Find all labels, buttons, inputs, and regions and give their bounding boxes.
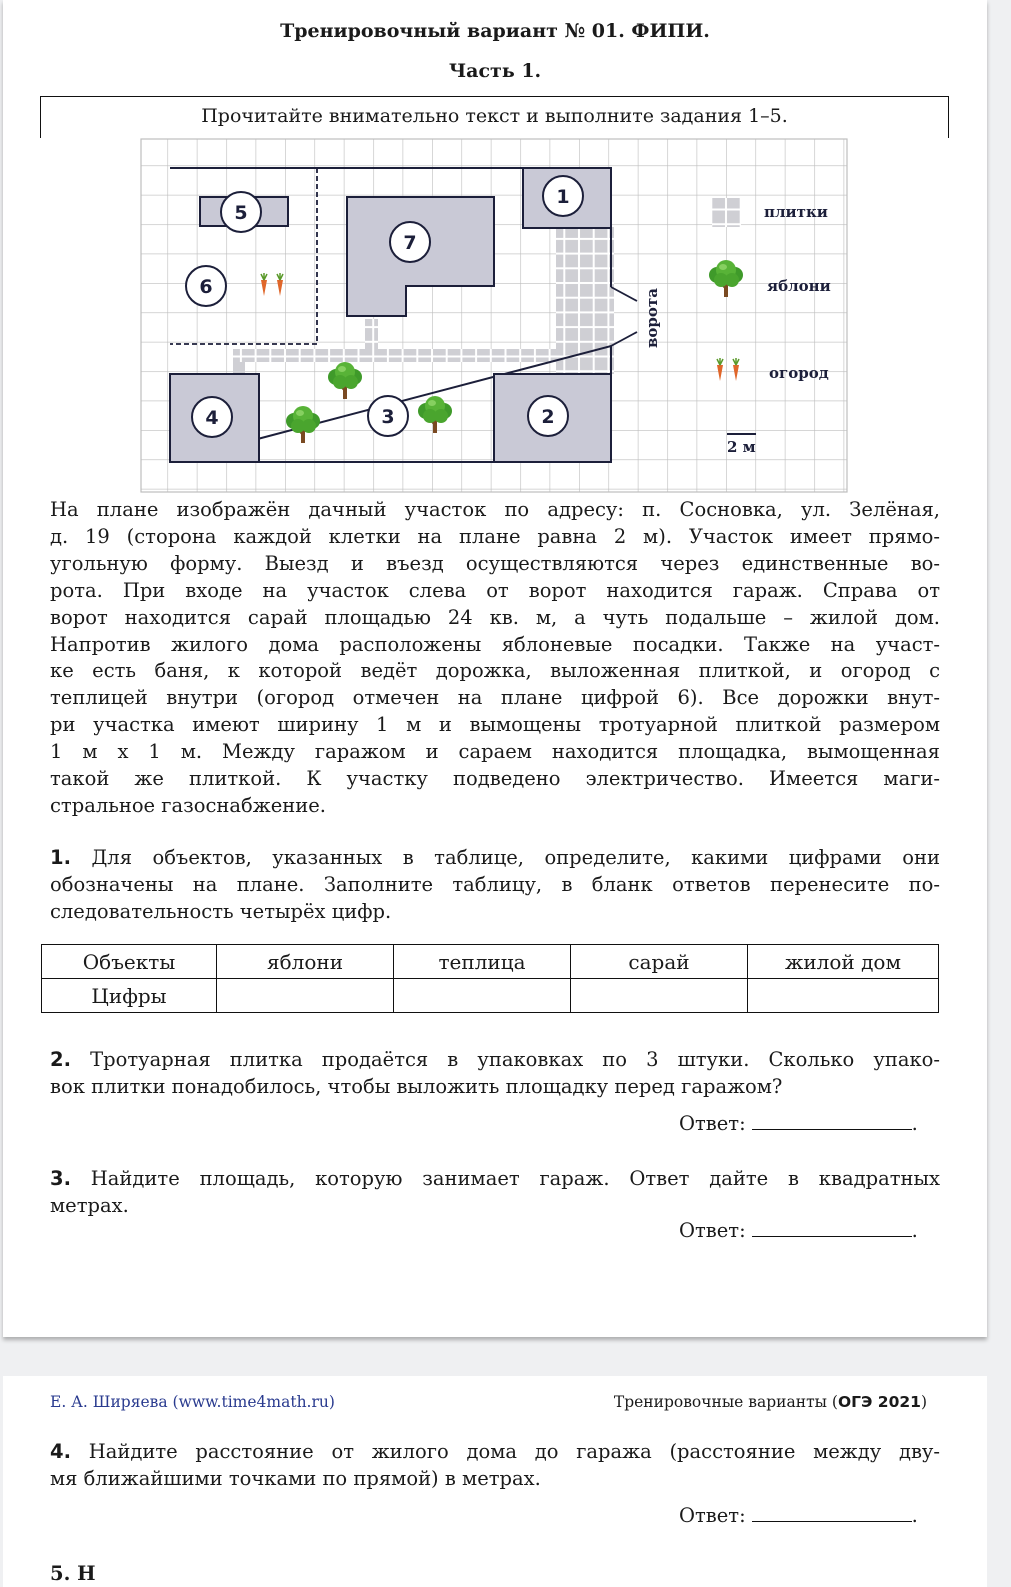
question-2 (50, 1047, 940, 1101)
legend-garden-label: огород (769, 364, 829, 382)
question-4 (50, 1439, 940, 1493)
text-line: теплицей внутри (огород отмечен на плане цифрой 6). Все дорожки внут- (50, 686, 940, 710)
instruction-box (40, 96, 949, 138)
instruction-text: Прочитайте внимательно текст и выполните задания 1–5. (201, 105, 788, 127)
question-text: следовательность четырёх цифр. (50, 899, 392, 923)
table-header-label: Объекты (42, 945, 217, 979)
answer-input[interactable] (752, 1504, 912, 1522)
table-row-label: Цифры (42, 979, 217, 1013)
answer-3: Ответ: . (679, 1219, 918, 1242)
table-column-apple-trees: яблони (217, 945, 394, 979)
question-3 (50, 1166, 940, 1220)
description-text (50, 497, 940, 820)
text-line: ке есть баня, к которой ведёт дорожка, выложенная плиткой, и огород с (50, 659, 940, 683)
site-plan (138, 136, 850, 494)
answer-input[interactable] (752, 1219, 912, 1237)
series-title: Тренировочные варианты (ОГЭ 2021) (613, 1393, 927, 1411)
plan-label-3: 3 (381, 406, 395, 428)
series-exam: ОГЭ 2021 (837, 1393, 921, 1411)
variant-title: Тренировочный вариант № 01. ФИПИ. (280, 20, 710, 42)
plan-label-6: 6 (199, 276, 213, 298)
table-header-row (42, 945, 939, 979)
answer-cell-greenhouse[interactable] (394, 979, 571, 1013)
question-text: Для объектов, указанных в таблице, определите, какими цифрами они (91, 846, 940, 869)
text-line: угольную форму. Выезд и въезд осуществляются через единственные во- (50, 551, 940, 575)
answer-cell-shed[interactable] (571, 979, 748, 1013)
table-column-house: жилой дом (748, 945, 939, 979)
answer-cell-house[interactable] (748, 979, 939, 1013)
text-line: стральное газоснабжение. (50, 793, 327, 817)
text-line: На плане изображён дачный участок по адресу: п. Сосновка, ул. Зелёная, (50, 498, 940, 521)
answer-cell-apple-trees[interactable] (217, 979, 394, 1013)
table-column-greenhouse: теплица (394, 945, 571, 979)
gate-label: ворота (643, 288, 661, 348)
question-text: обозначены на плане. Заполните таблицу, в бланк ответов перенесите по- (50, 872, 940, 896)
question-number: 3. (50, 1167, 71, 1190)
legend-tiles-icon (712, 198, 741, 227)
legend-apple-trees-label: яблони (767, 277, 831, 295)
plan-label-7: 7 (403, 232, 417, 254)
path-to-bath-stub (233, 362, 245, 374)
question-number: 1. (50, 846, 71, 869)
answer-label: Ответ: (679, 1112, 746, 1135)
plan-label-2: 2 (541, 406, 555, 428)
text-line: д. 19 (сторона каждой клетки на плане равна 2 м). Участок имеет прямо- (50, 524, 940, 548)
answer-2: Ответ: . (679, 1112, 918, 1135)
answer-input[interactable] (752, 1112, 912, 1130)
table-column-shed: сарай (571, 945, 748, 979)
answer-4: Ответ: . (679, 1504, 918, 1527)
legend-tiles-label: плитки (764, 203, 828, 221)
text-line: Напротив жилого дома расположены яблоневые посадки. Также на участ- (50, 632, 940, 656)
page-2 (3, 1376, 987, 1587)
page-1 (3, 0, 987, 1337)
text-line: такой же плиткой. К участку подведено электричество. Имеется маги- (50, 767, 940, 791)
scale-label: 2 м (727, 438, 756, 456)
path-to-house (365, 319, 378, 349)
answer-label: Ответ: (679, 1219, 746, 1242)
question-5-partial: 5. Н (50, 1562, 96, 1585)
plan-label-5: 5 (234, 202, 248, 224)
question-text: вок плитки понадобилось, чтобы выложить площадку перед гаражом? (50, 1074, 783, 1098)
path-horizontal (233, 349, 608, 362)
table-row (42, 979, 939, 1013)
text-line: ри участка имеют ширину 1 м и вымощены тротуарной плиткой размером (50, 713, 940, 737)
answer-table (41, 944, 939, 1013)
question-text: метрах. (50, 1193, 129, 1217)
plan-label-1: 1 (556, 186, 570, 208)
answer-label: Ответ: (679, 1504, 746, 1527)
text-line: рота. При входе на участок слева от ворот находится гараж. Справа от (50, 578, 940, 602)
question-text: Найдите расстояние от жилого дома до гаража (расстояние между дву- (88, 1440, 940, 1463)
part-title: Часть 1. (448, 60, 542, 82)
question-number: 4. (50, 1440, 71, 1463)
question-text: мя ближайшими точками по прямой) в метрах. (50, 1466, 541, 1490)
question-number: 2. (50, 1048, 71, 1071)
author-credit[interactable]: Е. А. Ширяева (www.time4math.ru) (50, 1393, 335, 1411)
text-line: 1 м х 1 м. Между гаражом и сараем находится площадка, вымощенная (50, 740, 940, 764)
question-1 (50, 845, 940, 926)
plan-label-4: 4 (205, 407, 219, 429)
question-text: Найдите площадь, которую занимает гараж. Ответ дайте в квадратных (90, 1167, 940, 1190)
text-line: ворот находится сарай площадью 24 кв. м, а чуть подальше – жилой дом. (50, 605, 940, 629)
question-text: Тротуарная плитка продаётся в упаковках по 3 штуки. Сколько упако- (90, 1048, 941, 1071)
